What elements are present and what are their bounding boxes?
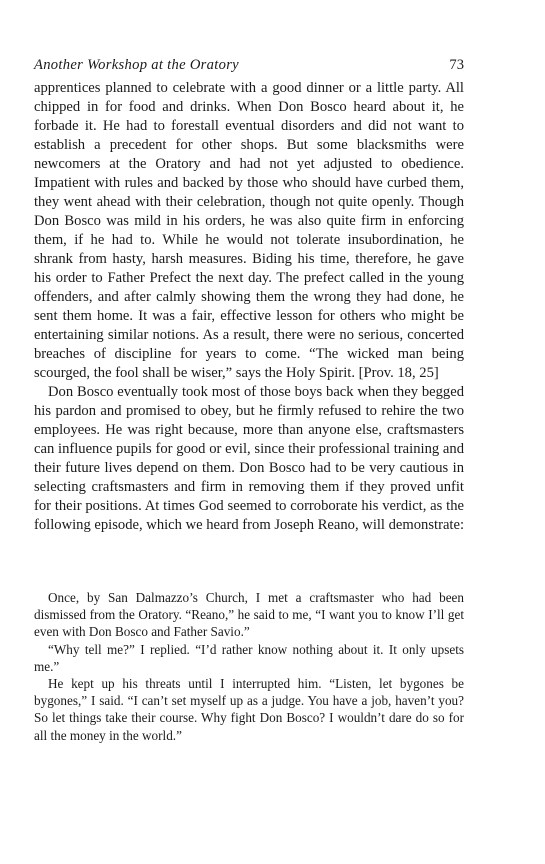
paragraph: Don Bosco eventually took most of those boys back when they begged his pardon and promised to obey, but he firmly refused to rehire the two employees. He was right because, more than anyone else, craftsmasters can influence pupils for good or evil, since their professional training and their future lives depend on them. Don Bosco had to be very cautious in selecting craftsmasters and firm in removing them if they proved unfit for their positions. At times God seemed to corroborate his verdict, as the following episode, which we heard from Joseph Reano, will demonstrate: — [34, 384, 465, 533]
page-number: 73 — [449, 57, 464, 73]
main-text — [34, 79, 464, 535]
running-title: Another Workshop at the Oratory — [34, 57, 239, 73]
running-head — [34, 55, 464, 75]
quote-paragraph: Once, by San Dalmazzo’s Church, I met a craftsmaster who had been dismissed from the Oratory. “Reano,” he said to me, “I want you to know I’ll get even with Don Bosco and Father Savio.” — [34, 590, 464, 640]
quote-paragraph: He kept up his threats until I interrupted him. “Listen, let bygones be bygones,” I said. “I can’t set myself up as a judge. You have a job, haven’t you? So let things take their course. Why fight Don Bosco? I wouldn’t dare do so for all the money in the world.” — [34, 676, 464, 743]
quote-paragraph: “Why tell me?” I replied. “I’d rather know nothing about it. It only upsets me.” — [34, 641, 464, 674]
paragraph: apprentices planned to celebrate with a good dinner or a little party. All chipped in for food and drinks. When Don Bosco heard about it, he forbade it. He had to forestall eventual disorders and did not want to establish a precedent for other shops. But some blacksmiths were newcomers at the Oratory and had not yet adjusted to obedience. Impatient with rules and backed by those who should have curbed them, they went ahead with their celebration, though not quite openly. Though Don Bosco was mild in his orders, he was also quite firm in enforcing them, if he had to. While he would not tolerate insubordination, he shrank from hasty, harsh measures. Biding his time, therefore, he gave his order to Father Prefect the next day. The prefect called in the young offenders, and after calmly showing them the wrong they had done, he sent them home. It was a fair, effective lesson for others who might be entertaining similar notions. As a result, there were no serious, concerted breaches of discipline for years to come. “The wicked man being scourged, the fool shall be wiser,” says the Holy Spirit. [Prov. 18, 25] — [34, 80, 464, 381]
block-quote — [34, 589, 464, 744]
